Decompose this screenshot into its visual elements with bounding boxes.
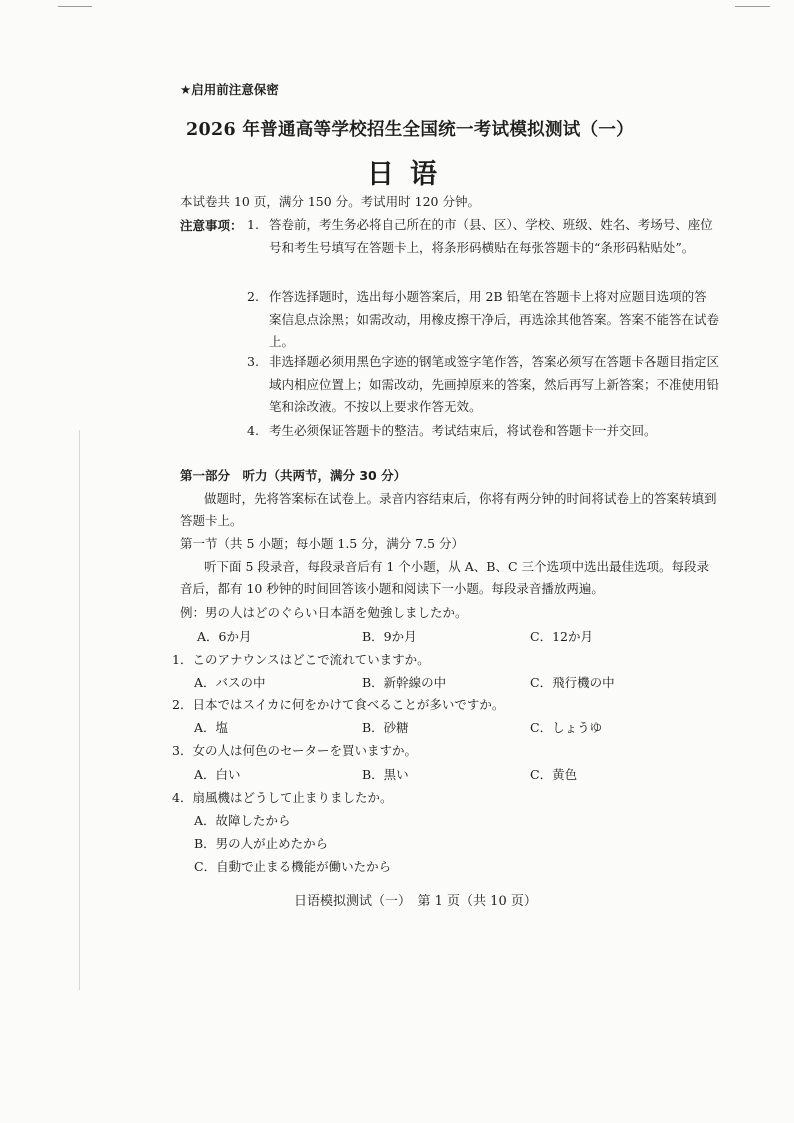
page-footer: 日语模拟测试（一） 第 1 页（共 10 页）	[294, 894, 537, 909]
section1-instruction: 听下面 5 段录音，每段录音后有 1 个小题，从 A、B、C 三个选项中选出最佳选项。每段录音后，都有 10 秒钟的时间回答该小题和阅读下一小题。每段录音播放两遍。	[180, 559, 710, 596]
example-option-c: C．12か月	[530, 629, 593, 644]
question-4: 4．扇風機はどうして止まりましたか。	[172, 790, 393, 805]
notice-label: 注意事项：	[180, 218, 243, 233]
notice-text: 考生必须保证答题卡的整洁。考试结束后，将试卷和答题卡一并交回。	[269, 423, 657, 438]
notice-item	[247, 351, 719, 419]
part1-instruction: 做题时，先将答案标在试卷上。录音内容结束后，你将有两分钟的时间将试卷上的答案转填到答题卡上。	[180, 491, 717, 528]
question-1: 1．このアナウンスはどこで流れていますか。	[172, 652, 430, 667]
notice-number: 4.	[247, 423, 259, 438]
exam-title: 2026 年普通高等学校招生全国统一考试模拟测试（一）	[186, 120, 634, 140]
question-2-option-b: B．砂糖	[362, 720, 409, 735]
notice-number: 1.	[247, 217, 259, 232]
example-question: 例：男の人はどのぐらい日本語を勉強しましたか。	[180, 605, 468, 620]
question-3-option-b: B．黒い	[362, 767, 409, 782]
question-2-option-c: C．しょうゆ	[530, 720, 603, 735]
question-2-option-a: A．塩	[194, 720, 229, 735]
section1-heading: 第一节（共 5 小题；每小题 1.5 分，满分 7.5 分）	[180, 536, 465, 551]
notice-number: 2.	[247, 289, 259, 304]
exam-intro: 本试卷共 10 页，满分 150 分。考试用时 120 分钟。	[180, 194, 480, 209]
example-option-b: B．9か月	[362, 629, 417, 644]
question-1-option-c: C．飛行機の中	[530, 675, 615, 690]
notice-text: 非选择题必须用黑色字迹的钢笔或签字笔作答，答案必须写在答题卡各题目指定区域内相应位置上；如需改动，先画掉原来的答案，然后再写上新答案；不准使用铅笔和涂改液。不按以上要求作答无效。	[269, 354, 720, 414]
question-4-option-b: B．男の人が止めたから	[194, 836, 329, 851]
notice-number: 3.	[247, 354, 259, 369]
question-1-option-a: A．バスの中	[194, 675, 266, 690]
notice-text: 答卷前，考生务必将自己所在的市（县、区）、学校、班级、姓名、考场号、座位号和考生号填写在答题卡上，将条形码横贴在每张答题卡的“条形码粘贴处”。	[269, 217, 713, 255]
notice-item	[247, 420, 719, 443]
example-option-a: A．6か月	[197, 629, 252, 644]
subject-title: 日语	[367, 159, 453, 190]
notice-item	[247, 286, 719, 354]
confidential-note: ★启用前注意保密	[180, 82, 279, 97]
part1-heading: 第一部分 听力（共两节，满分 30 分）	[180, 468, 407, 483]
question-4-option-a: A．故障したから	[194, 813, 291, 828]
question-3-option-a: A．白い	[194, 767, 241, 782]
question-3: 3．女の人は何色のセーターを買いますか。	[172, 743, 417, 758]
notice-item	[247, 214, 719, 259]
question-4-option-c: C．自動で止まる機能が働いたから	[194, 859, 392, 874]
question-1-option-b: B．新幹線の中	[362, 675, 447, 690]
question-3-option-c: C．黄色	[530, 767, 578, 782]
question-2: 2．日本ではスイカに何をかけて食べることが多いですか。	[172, 697, 505, 712]
notice-text: 作答选择题时，选出每小题答案后，用 2B 铅笔在答题卡上将对应题目选项的答案信息点涂黑；如需改动，用橡皮擦干净后，再选涂其他答案。答案不能答在试卷上。	[269, 289, 720, 349]
